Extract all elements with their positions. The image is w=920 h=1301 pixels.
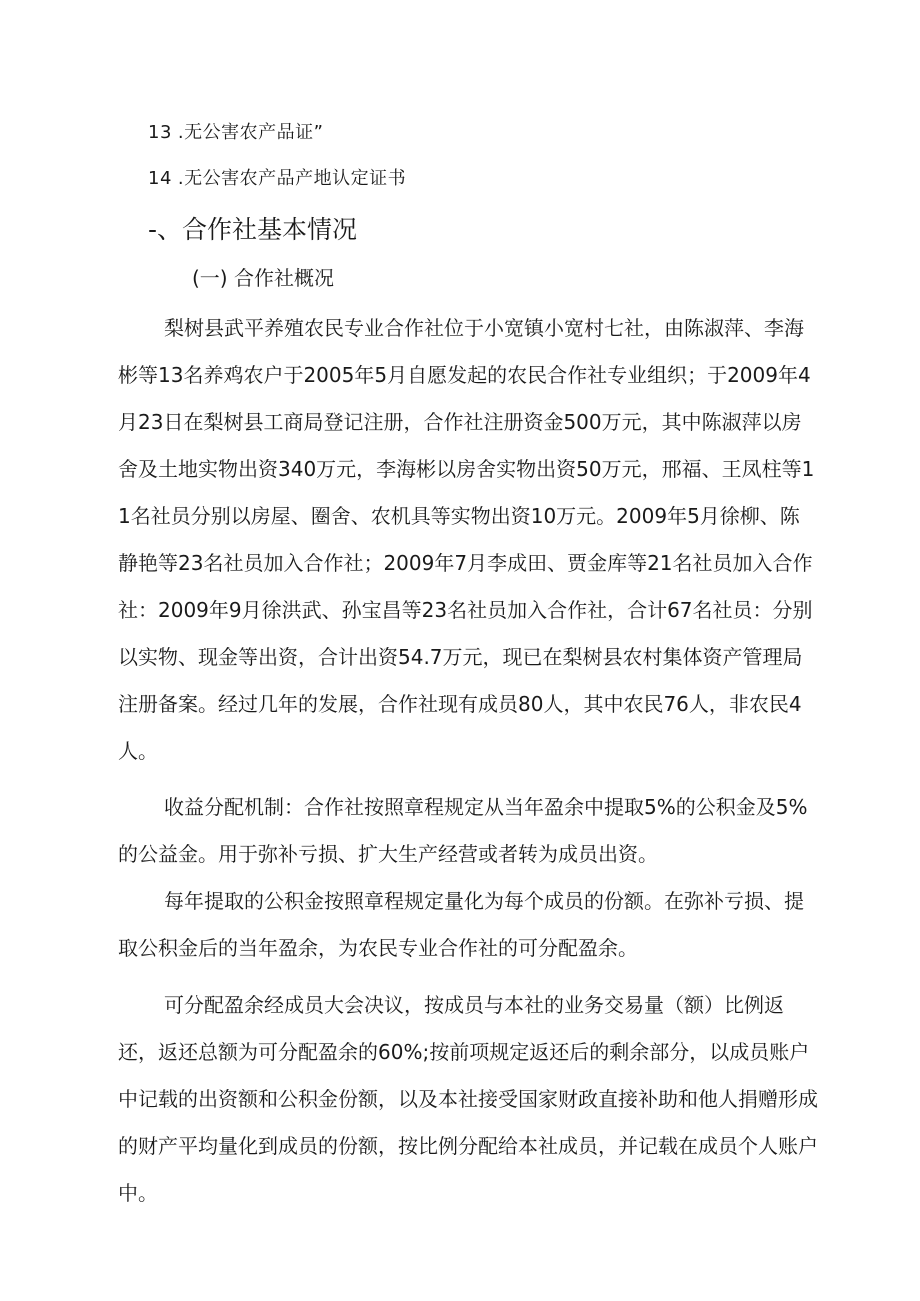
- section-title: -、合作社基本情况: [148, 215, 358, 244]
- list-item-number: 14: [148, 168, 172, 189]
- list-item-number: 13: [148, 122, 172, 143]
- paragraph-distributable-surplus: 可分配盈余经成员大会决议，按成员与本社的业务交易量（额）比例返还，返还总额为可分配盈余的60%;按前项规定返还后的剩余部分，以成员账户中记载的出资额和公积金份额，以及本社接受国家财政直接补助和他人捐赠形成的财产平均量化到成员的份额，按比例分配给本社成员，并记载在成员个人账户中。: [118, 993, 818, 1205]
- list-item: [148, 164, 406, 190]
- list-item-text: .无公害农产品证”: [177, 122, 324, 143]
- paragraph-reserve-fund: 每年提取的公积金按照章程规定量化为每个成员的份额。在弥补亏损、提取公积金后的当年盈余，为农民专业合作社的可分配盈余。: [118, 889, 804, 960]
- subsection-title: (一) 合作社概况: [192, 266, 334, 290]
- list-item: [148, 118, 323, 144]
- list-item-text: .无公害农产品产地认定证书: [177, 168, 407, 189]
- paragraph-overview: 梨树县武平养殖农民专业合作社位于小宽镇小宽村七社，由陈淑萍、李海彬等13名养鸡农户于2005年5月自愿发起的农民合作社专业组织；于2009年4月23日在梨树县工商局登记注册，合作社注册资金500万元，其中陈淑萍以房舍及土地实物出资340万元，李海彬以房舍实物出资50万元，邢福、王凤柱等11名社员分别以房屋、圈舍、农机具等实物出资10万元。2009年5月徐柳、陈静艳等23名社员加入合作社；2009年7月李成田、贾金库等21名社员加入合作社：2009年9月徐洪武、孙宝昌等23名社员加入合作社，合计67名社员：分别以实物、现金等出资，合计出资54.7万元，现已在梨树县农村集体资产管理局注册备案。经过几年的发展，合作社现有成员80人，其中农民76人，非农民4人。: [118, 316, 815, 763]
- paragraph-distribution-mechanism: 收益分配机制：合作社按照章程规定从当年盈余中提取5%的公积金及5%的公益金。用于弥补亏损、扩大生产经营或者转为成员出资。: [118, 795, 808, 866]
